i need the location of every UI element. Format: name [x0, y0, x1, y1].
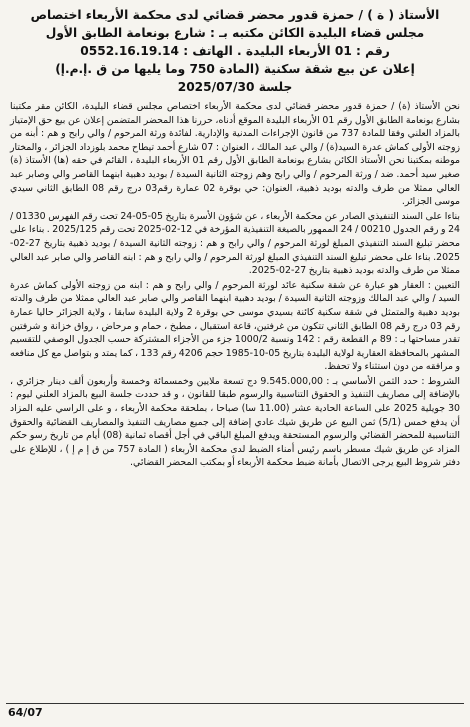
notice-title: إعلان عن بيع شقة سكنية (المادة 750 وما يليها من ق .إ.م.إ): [55, 62, 415, 76]
office-address-line: مجلس قضاء البليدة الكائن مكتبه بـ : شارع بونعامة الطابق الأول: [45, 26, 425, 40]
page-footer: [6, 703, 464, 721]
paragraph-property: التعيين : العقار هو عبارة عن شقة سكنية عائد لورثة المرحوم / والي رابح و هم : ابنه من زوجته الأولى كماش عدرة السيد / والي عبد المالك وزوجته الثانية السيدة / بوديد دهبية ابنهما القاصر والي صابر عبد العالي ممثلا من طرف والدته بوديد دهبية والمتمثل في شقة سكنية كائنة بسيدي موسى حي بوقرة 2 ولاية البليدة سابقا ، ولاية الجزائر حاليا عمارة رقم 03 درج رقم 08 الطابق الثاني تتكون من غرفتين، قاعة استقبال ، مطبخ ، حمام و مرحاض ، رواق خزانة و شرفتين تقدر مساحتها بـ : 89 م القطعة رقم : 142 ونسبة 1000/2 جزء من الأجزاء المشتركة حسب الجدول الوصفي للتقسيم المشهر بالمحافظة العقارية لولاية البليدة بتاريخ 05-10-1985 حجم 4206 رقم 133 ، كما يمتد و بتواصل مع كل منافعه و مرافقه من دون استثناء ولا تحفظ.: [10, 279, 460, 373]
paragraph-enforcement: بناءا على السند التنفيذي الصادر عن محكمة الأربعاء ، عن شؤون الأسرة بتاريخ 05-05-24 تحت رقم الفهرس 01330 / 24 و رقم الجدول 00210 / 24 الممهور بالصيغة التنفيذية المؤرخة في 12-02-2025 تحت رقم 2025/125 . بناءا على محضر تبليغ السند التنفيذي المبلغ لورثة المرحوم / والي رابح و هم : زوجته الثانية السيدة / بوديد ذهبية بتاريخ 27-02-2025. بناءا على محضر تبليغ السند التنفيذي المبلغ لورثة المرحوم / والي رابح و هم : ابنه القاصر والي صابر عبد العالي ممثلا من طرف والدته بوديد ذهبية بتاريخ 27-02-2025.: [10, 210, 460, 277]
page-number: 64/07: [8, 706, 43, 719]
bailiff-name-line: الأستاذ ( ة ) / حمزة قدور محضر قضائي لدى محكمة الأربعاء اختصاص: [30, 8, 440, 22]
legal-notice-page: [6, 4, 464, 723]
notice-header: [12, 6, 458, 96]
notice-body: [10, 100, 460, 470]
paragraph-conditions: الشروط : حدد الثمن الأساسي بـ : 9.545.000,00 دج تسعة ملايين وخمسمائة وخمسة وأربعون ألف دينار جزائري ، بالإضافة إلى مصاريف التنفيذ و الحقوق التناسبية والرسوم طبقا للقانون ، و قد حددت جلسة البيع بالمزاد العلني ليوم : 30 جويلية 2025 على الساعة الحادية عشر (11.00 سا) صباحا ، بملحقة محكمة الأربعاء ، و على الراسي عليه المزاد أن يدفع خمس (5/1) ثمن البيع عن طريق شيك عادي إضافة إلى جميع مصاريف التنفيذ والمصاريف القضائية والحقوق التناسبية للمحضر القضائي والرسوم المستحقة ويدفع المبلغ الباقي في أجل أقصاه ثمانية (08) أيام من تاريخ رسو حكم المزاد عن طريق شيك مسطر باسم رئيس أمناء الضبط لدى محكمة الأربعاء ( المادة 757 من ق إ م إ ) ، للإطلاع على دفتر شروط البيع يرجى الاتصال بأمانة ضبط محكمة الأربعاء أو بمكتب المحضر القضائي.: [10, 375, 461, 469]
paragraph-parties: نحن الأستاذ (ة) / حمزة قدور محضر قضائي لدى محكمة الأربعاء اختصاص مجلس قضاء البليدة، الكائن مقر مكتبنا بشارع بونعامة الطابق الأول رقم 01 الأربعاء البليدة الموقع أدناه، حررنا هذا المحضر المتضمن إعلان عن بيع حق الإمتياز بالمزاد العلني وفقا للمادة 737 من قانون الإجراءات المدنية والإدارية. لفائدة ورثة المرحوم / والي رابح و هم : أبنه من زوجته الأولى كماش عدرة السيد(ة) / والي عبد المالك ، العنوان : 07 شارع أحمد تيطاح محمد بلوزداد الجزائر ، والمختار موطنه بمكتبنا نحن الأستاذ الكائن بشارع بونعامة الطابق الأول رقم 01 الأربعاء البليدة ، القائم في حقه (ها) الأستاذ (ة) صغير سيد أحمد. ضد / ورثة المرحوم / والي رابح وهم زوجته الثانية السيدة / بوديد دهبية ابنهما القاصر والي وصابر عبد العالي ممثلا من طرف والدته بوديد ذهبية، العنوان: حي بوقرة 02 عمارة رقم03 درج رقم 08 الطابق الثاني سيدي موسى الجزائر.: [10, 101, 461, 208]
phone-line: رقم : 01 الأربعاء البليدة . الهاتف : 0552.16.19.14: [80, 44, 390, 58]
session-date: جلسة 2025/07/30: [177, 80, 293, 94]
footer-divider: [6, 703, 464, 704]
